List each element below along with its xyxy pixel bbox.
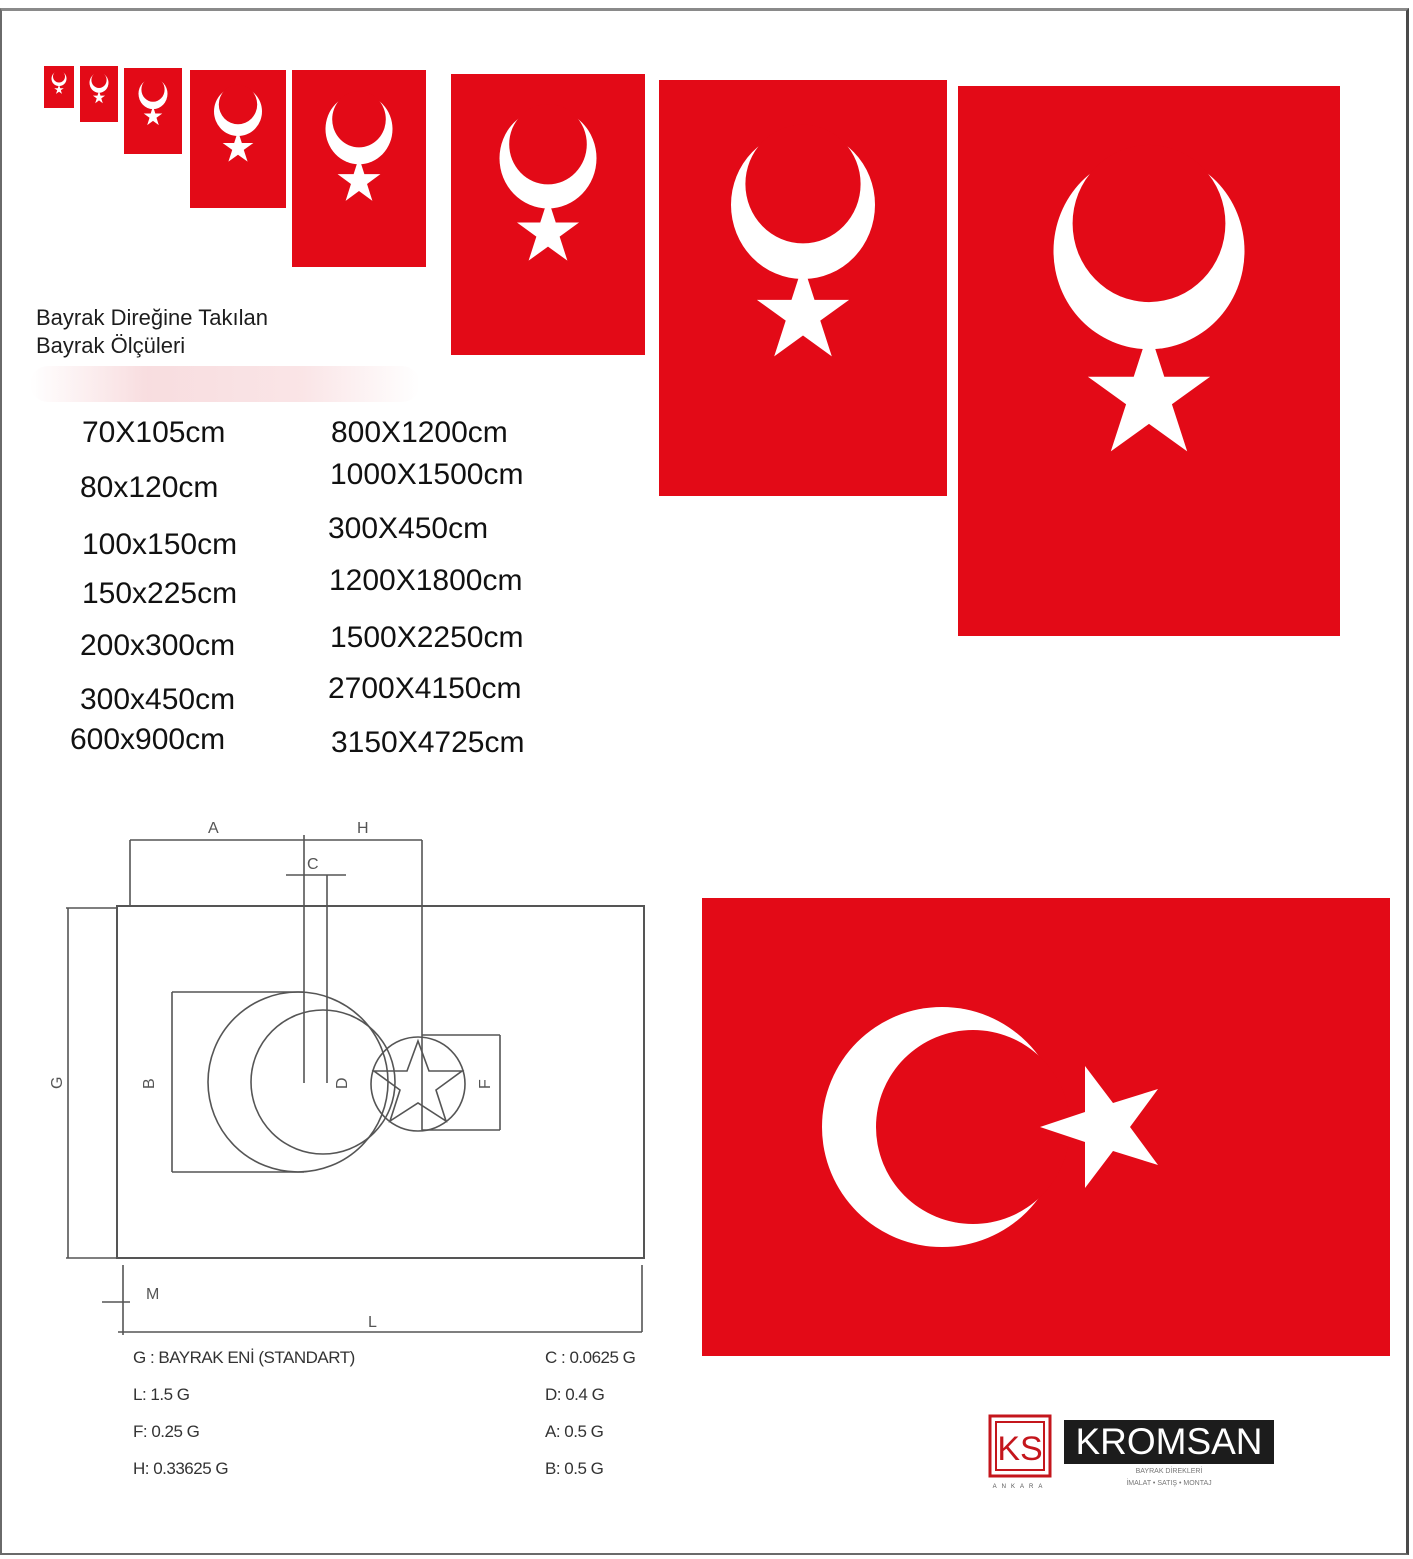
legend-item: A: 0.5 G xyxy=(545,1422,604,1441)
size-item: 800X1200cm xyxy=(331,416,508,449)
size-item: 600x900cm xyxy=(70,723,226,756)
svg-text:KS: KS xyxy=(997,1430,1043,1468)
legend-item: C : 0.0625 G xyxy=(545,1348,636,1367)
legend-item: D: 0.4 G xyxy=(545,1385,605,1404)
logo-tagline-2: İMALAT • SATIŞ • MONTAJ xyxy=(1126,1480,1212,1487)
logo-city: ANKARA xyxy=(992,1484,1048,1490)
logo-tagline-1: BAYRAK DİREKLERİ xyxy=(1135,1468,1203,1475)
vertical-flag-6 xyxy=(451,74,645,355)
title-line-2: Bayrak Ölçüleri xyxy=(36,333,186,358)
legend-item: H: 0.33625 G xyxy=(133,1459,229,1478)
label-b: B xyxy=(141,1078,158,1089)
label-g: G xyxy=(49,1076,66,1089)
legend-item: B: 0.5 G xyxy=(545,1459,604,1478)
turkish-flag-large xyxy=(702,898,1390,1356)
size-item: 3150X4725cm xyxy=(331,726,525,759)
size-item: 300x450cm xyxy=(80,683,236,716)
label-f: F xyxy=(477,1079,494,1089)
size-item: 150x225cm xyxy=(82,577,238,610)
size-item: 1000X1500cm xyxy=(330,458,524,491)
size-item: 200x300cm xyxy=(80,629,236,662)
size-item: 1500X2250cm xyxy=(330,621,524,654)
vertical-flag-3 xyxy=(124,68,182,154)
size-item: 1200X1800cm xyxy=(329,564,523,597)
label-l: L xyxy=(368,1314,377,1331)
ks-logo-mark xyxy=(988,1414,1052,1478)
logo-name: KROMSAN xyxy=(1064,1420,1274,1464)
label-h: H xyxy=(357,820,369,837)
kromsan-logo xyxy=(988,1414,1288,1494)
size-item: 70X105cm xyxy=(82,416,226,449)
vertical-flag-4 xyxy=(190,70,286,208)
legend-item: G : BAYRAK ENİ (STANDART) xyxy=(133,1348,355,1367)
vertical-flag-1 xyxy=(44,66,74,108)
size-item: 300X450cm xyxy=(328,512,489,545)
size-item: 100x150cm xyxy=(82,528,238,561)
vertical-flag-7 xyxy=(659,80,947,496)
label-a: A xyxy=(208,820,219,837)
title-highlight xyxy=(30,366,420,402)
page-title xyxy=(36,304,268,360)
title-line-1: Bayrak Direğine Takılan xyxy=(36,305,268,330)
diagram-svg xyxy=(30,805,690,1345)
vertical-flag-8 xyxy=(958,86,1340,636)
vertical-flag-2 xyxy=(80,66,118,122)
vertical-flag-5 xyxy=(292,70,426,267)
legend-item: L: 1.5 G xyxy=(133,1385,190,1404)
legend-item: F: 0.25 G xyxy=(133,1422,200,1441)
label-d: D xyxy=(334,1077,351,1089)
label-c: C xyxy=(307,856,319,873)
size-item: 80x120cm xyxy=(80,471,219,504)
size-item: 2700X4150cm xyxy=(328,672,522,705)
label-m: M xyxy=(146,1286,160,1303)
flag-construction-diagram xyxy=(30,805,690,1345)
